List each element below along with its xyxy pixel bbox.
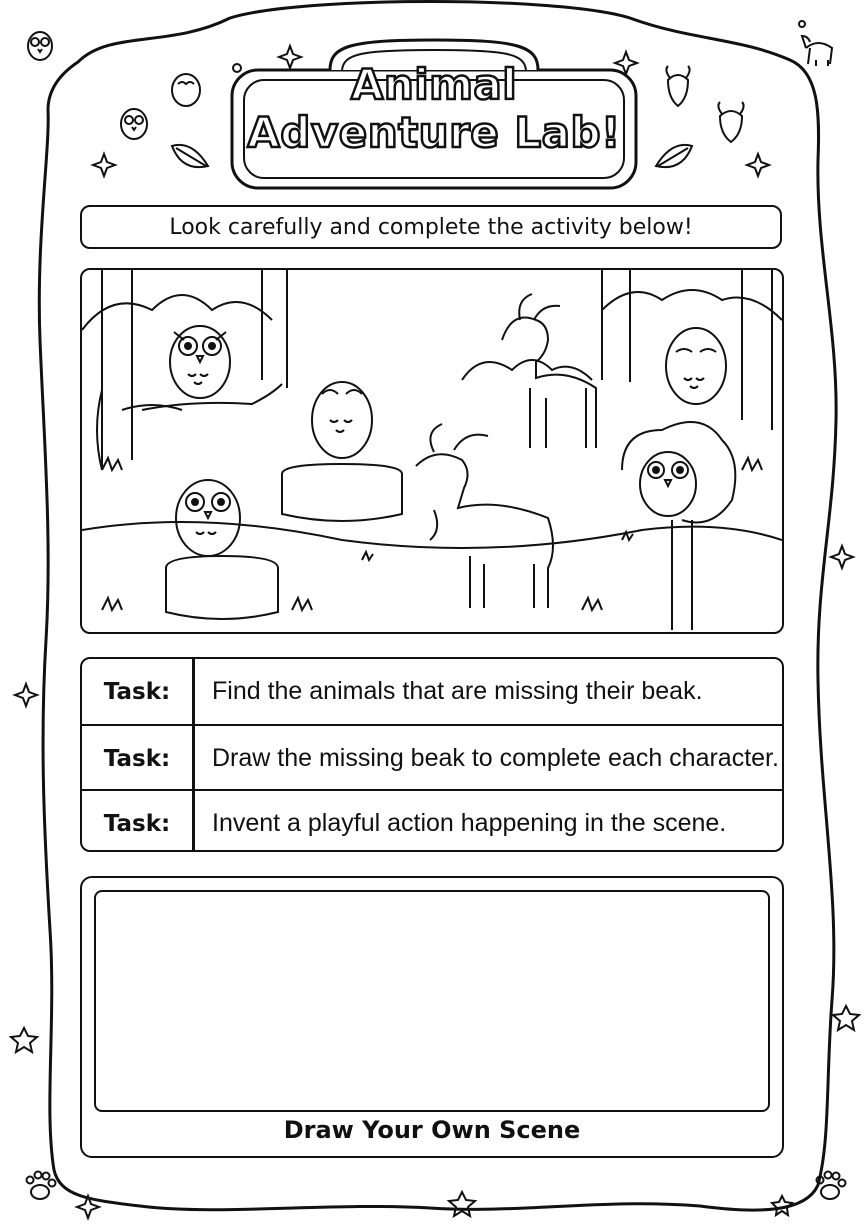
owl-on-stump-missing-beak <box>282 382 402 521</box>
leaf-icon <box>656 145 692 167</box>
paw-icon <box>817 1172 846 1200</box>
goat-icon <box>802 36 832 66</box>
owl-on-stump <box>166 480 278 619</box>
task-text: Find the animals that are missing their beak. <box>212 677 703 705</box>
task-text: Draw the missing beak to complete each character. <box>212 744 779 772</box>
task-text: Invent a playful action happening in the scene. <box>212 809 727 837</box>
leaf-icon <box>172 145 208 167</box>
drawing-area <box>80 876 784 1158</box>
title-sign <box>230 40 638 186</box>
owl-top-right-missing-beak <box>666 328 726 404</box>
goat-icon <box>718 102 743 142</box>
scene-illustration <box>80 268 784 634</box>
task-row <box>82 659 782 724</box>
task-row <box>82 724 782 791</box>
paw-icon <box>27 1172 56 1200</box>
instruction-banner: Look carefully and complete the activity below! <box>80 205 782 249</box>
goat-standing-front <box>416 424 553 608</box>
task-label: Task: <box>103 810 171 837</box>
goat-icon <box>666 66 689 106</box>
drawing-canvas[interactable] <box>94 890 770 1112</box>
task-table <box>80 657 784 852</box>
task-label: Task: <box>103 678 171 705</box>
page-title-line-2: Adventure Lab! <box>247 108 621 157</box>
drawing-area-label: Draw Your Own Scene <box>283 1116 581 1144</box>
task-row <box>82 789 782 856</box>
owl-icon <box>121 109 147 139</box>
owl-icon <box>28 32 52 60</box>
task-label: Task: <box>103 745 171 772</box>
owl-icon <box>172 74 200 106</box>
page-title-line-1: Animal <box>350 60 518 109</box>
